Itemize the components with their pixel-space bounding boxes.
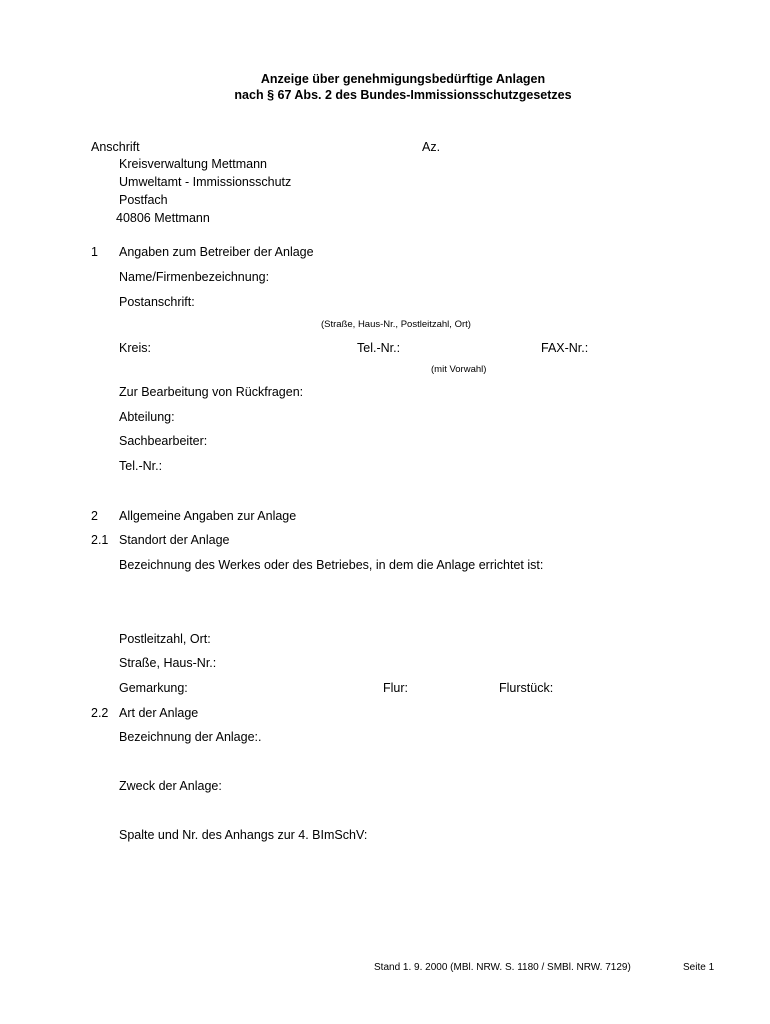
abteilung-label: Abteilung: xyxy=(119,410,175,424)
section-1-number: 1 xyxy=(91,245,98,259)
document-title-line-1: Anzeige über genehmigungsbedürftige Anlagen xyxy=(260,72,546,86)
section-2-1-heading: Standort der Anlage xyxy=(119,533,230,547)
postanschrift-hint: (Straße, Haus-Nr., Postleitzahl, Ort) xyxy=(321,319,471,330)
section-2-heading: Allgemeine Angaben zur Anlage xyxy=(119,509,297,523)
section-1-heading: Angaben zum Betreiber der Anlage xyxy=(119,245,314,259)
kreis-label: Kreis: xyxy=(119,341,151,355)
fax-label: FAX-Nr.: xyxy=(541,341,589,355)
sachbearbeiter-label: Sachbearbeiter: xyxy=(119,434,208,448)
section-2-2-heading: Art der Anlage xyxy=(119,706,199,720)
section-2-1-number: 2.1 xyxy=(91,533,109,547)
zweck-label: Zweck der Anlage: xyxy=(119,779,222,793)
werk-label: Bezeichnung des Werkes oder des Betriebes, in dem die Anlage errichtet ist: xyxy=(119,558,544,572)
page-number: Seite 1 xyxy=(683,962,715,973)
spalte-label: Spalte und Nr. des Anhangs zur 4. BImSchV: xyxy=(119,828,368,842)
gemarkung-label: Gemarkung: xyxy=(119,681,188,695)
tel-hint: (mit Vorwahl) xyxy=(431,364,487,375)
bezeichnung-label: Bezeichnung der Anlage:. xyxy=(119,730,262,744)
address-line-2: Umweltamt - Immissionsschutz xyxy=(119,175,292,189)
flur-label: Flur: xyxy=(383,681,408,695)
az-label: Az. xyxy=(422,140,441,154)
document-title-line-2: nach § 67 Abs. 2 des Bundes-Immissionsschutzgesetzes xyxy=(234,88,572,102)
flurstueck-label: Flurstück: xyxy=(499,681,554,695)
address-line-3: Postfach xyxy=(119,193,168,207)
strasse-label: Straße, Haus-Nr.: xyxy=(119,656,217,670)
name-label: Name/Firmenbezeichnung: xyxy=(119,270,270,284)
rueckfragen-label: Zur Bearbeitung von Rückfragen: xyxy=(119,385,304,399)
address-line-1: Kreisverwaltung Mettmann xyxy=(119,157,267,171)
footer-stand: Stand 1. 9. 2000 (MBl. NRW. S. 1180 / SMBl. NRW. 7129) xyxy=(374,962,631,973)
plz-label: Postleitzahl, Ort: xyxy=(119,632,211,646)
address-line-4: 40806 Mettmann xyxy=(116,211,210,225)
postanschrift-label: Postanschrift: xyxy=(119,295,195,309)
tel-label: Tel.-Nr.: xyxy=(357,341,401,355)
section-2-2-number: 2.2 xyxy=(91,706,109,720)
address-label: Anschrift xyxy=(91,140,140,154)
section-2-number: 2 xyxy=(91,509,98,523)
tel2-label: Tel.-Nr.: xyxy=(119,459,163,473)
